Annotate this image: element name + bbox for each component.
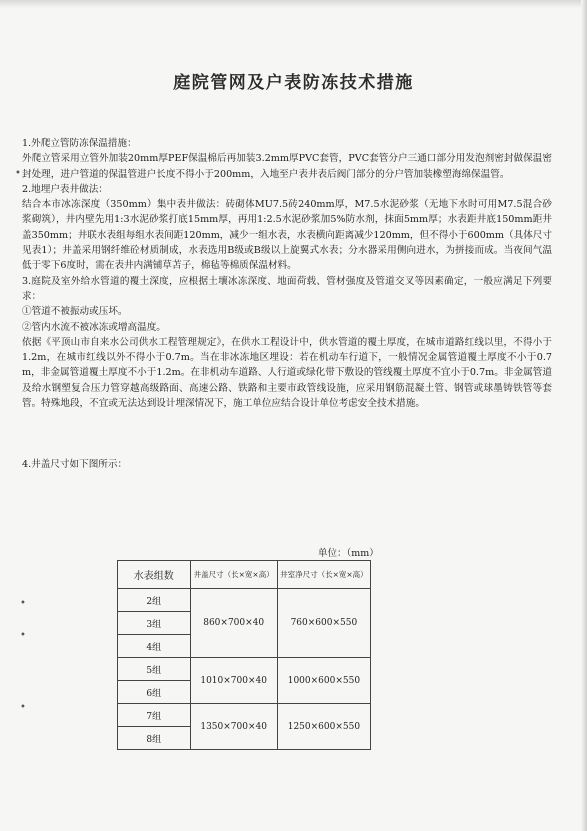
scan-speck: •	[20, 630, 26, 641]
chamber-size-cell: 1250×600×550	[277, 704, 370, 750]
cover-size-cell: 860×700×40	[190, 589, 277, 658]
meter-group-cell: 4组	[118, 635, 191, 658]
regulation-text: 依据《平顶山市自来水公司供水工程管理规定》，在供水工程设计中，供水管道的覆土厚度，在城市道路红线以里，不得小于1.2m，在城市红线以外不得小于0.7m。当在非冰冻地区埋设：若在机动车行道下，一般情况金属管道覆土厚度不小于0.7m，非金属管道覆土厚度不小于1.2m。在非机动车道路、人行道或绿化带下敷设的管线覆土厚度不宜小于0.7m。非金属管道及给水钢塑复合压力管穿越高级路面、高速公路、铁路和主要市政管线设施，应采用钢筋混凝土管、钢管或球墨铸铁管等套管。特殊地段，不宜或无法达到设计埋深情况下，施工单位应结合设计单位考虑安全技术措施。	[22, 336, 552, 410]
header-cover-size: 井盖尺寸（长×宽×高）	[190, 561, 277, 589]
table-row	[118, 704, 371, 727]
meter-group-cell: 2组	[118, 589, 191, 612]
table-header-row	[118, 561, 371, 589]
meter-group-cell: 6组	[118, 681, 191, 704]
cover-size-cell: 1010×700×40	[190, 658, 277, 704]
scan-speck: •	[20, 598, 26, 609]
scan-shadow-top	[0, 0, 587, 8]
cover-size-cell: 1350×700×40	[190, 704, 277, 750]
meter-group-cell: 7组	[118, 704, 191, 727]
scan-speck: •	[15, 168, 21, 179]
header-meter-groups: 水表组数	[118, 561, 191, 589]
scan-shadow-right	[581, 0, 587, 831]
meter-group-cell: 8组	[118, 727, 191, 750]
chamber-size-cell: 760×600×550	[277, 589, 370, 658]
document-title: 庭院管网及户表防冻技术措施	[173, 73, 414, 93]
meter-group-cell: 3组	[118, 612, 191, 635]
section-4-heading: 4.井盖尺寸如下图所示：	[22, 459, 128, 471]
section-3-heading: 3.庭院及室外给水管道的覆土深度，应根据土壤冰冻深度、地面荷载、管材强度及管道交叉等因素确定，一般应满足下列要求：	[22, 275, 552, 302]
section-2-text: 结合本市冰冻深度（350mm）集中表井做法：砖砌体MU7.5砖240mm厚，M7.5水泥砂浆（无地下水时可用M7.5混合砂浆砌筑），井内壁先用1:3水泥砂浆打底15mm厚，再用1:2.5水泥砂浆加5%防水剂，抹面5mm厚；水表距井底150mm距井盖350mm；井联水表组每组水表间距120mm，减少一组水表，水表横向距离减少120mm，但不得小于600mm（具体尺寸见表1）；井盖采用钢纤维砼材质制成，水表选用B级或B级以上旋翼式水表；分水器采用侧向进水，为拼接而成。当夜间气温低于零下6度时，需在表井内满铺草苫子，棉毡等棉质保温材料。	[22, 199, 552, 272]
requirement-1: ①管道不被振动或压坏。	[22, 306, 128, 318]
meter-group-cell: 5组	[118, 658, 191, 681]
header-chamber-size: 井室净尺寸（长×宽×高）	[277, 561, 370, 589]
table-row	[118, 658, 371, 681]
unit-label: 单位：（mm）	[318, 548, 379, 559]
section-2-heading: 2.地埋户表井做法：	[22, 183, 108, 195]
section-1-heading: 1.外爬立管防冻保温措施：	[22, 138, 137, 149]
table-row	[118, 589, 371, 612]
section-1-text: 外爬立管采用立管外加装20mm厚PEF保温棉后再加装3.2mm厚PVC套管，PVC套管分户三通口部分用发泡剂密封做保温密封处理，进户管道的保温管进户长度不得小于200mm，入地至户表井表后阀门部分的分户管加装橡塑海绵保温管。	[22, 153, 552, 180]
document-body	[22, 136, 552, 473]
well-cover-size-table	[117, 560, 371, 750]
scan-speck: •	[20, 702, 26, 713]
requirement-2: ②管内水流不被冰冻或增高温度。	[22, 321, 166, 333]
chamber-size-cell: 1000×600×550	[277, 658, 370, 704]
